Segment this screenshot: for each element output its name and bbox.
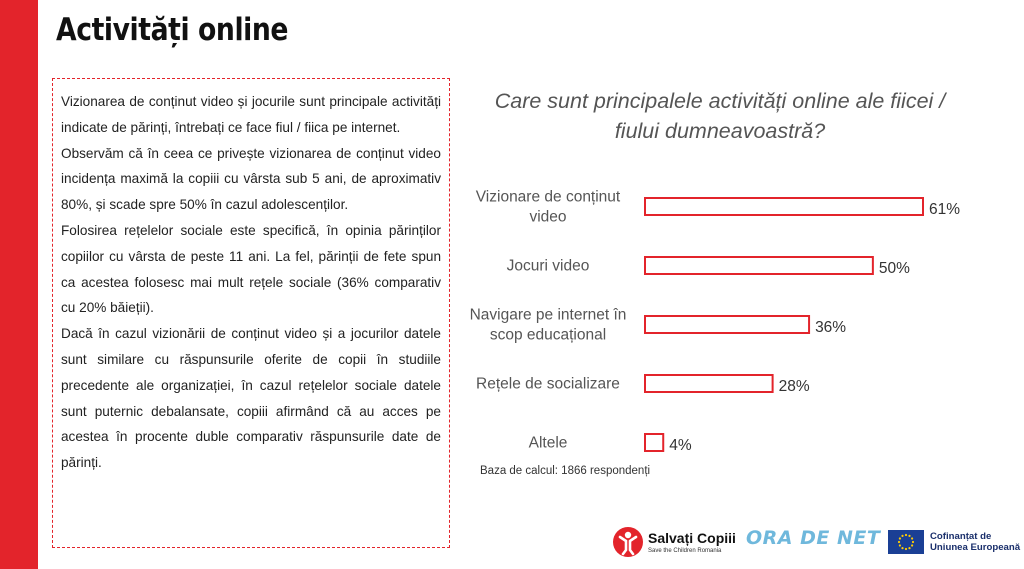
eu-text-line-2: Uniunea Europeană [930, 542, 1021, 553]
left-accent-bar [0, 0, 38, 569]
bar-chart [440, 170, 1000, 465]
page-title: Activități online [56, 12, 289, 48]
salvati-copiii-logo-text: Salvați Copiii [648, 530, 736, 546]
salvati-copiii-logo-icon [612, 526, 644, 558]
bar-0 [645, 198, 923, 215]
eu-text-line-1: Cofinanțat de [930, 531, 992, 542]
chart-footnote: Baza de calcul: 1866 respondenți [480, 465, 651, 477]
bar-1 [645, 257, 873, 274]
eu-flag-icon [888, 530, 924, 554]
category-label-0: Vizionare de conținut video [475, 188, 621, 226]
commentary-paragraph-2: Observăm că în ceea ce privește vizionarea de conținut video incidența maximă la copiii cu vârsta sub 5 ani, de aproximativ 80%, și scade spre 50% în cazul adolescenților. [61, 145, 441, 213]
value-label-3: 28% [778, 378, 810, 395]
commentary-paragraph-4: Dacă în cazul vizionării de conținut video și a jocurilor datele sunt similare cu răspunsurile oferite de copii în studiile precedente ale organizației, în cazul rețelelor sociale datele sunt puternic debalansate, copiii afirmând că au acces pe acestea în procente duble comparativ răspunsurile date de părinți. [61, 326, 441, 471]
value-label-2: 36% [815, 319, 847, 336]
value-label-0: 61% [929, 201, 961, 218]
chart-title: Care sunt principalele activități online ale fiicei / fiului dumneavoastră? [494, 89, 946, 143]
category-label-3: Rețele de socializare [476, 375, 620, 393]
category-label-1: Jocuri video [506, 257, 590, 275]
commentary-paragraph-3: Folosirea rețelelor sociale este specifică, în opinia părinților copiilor cu vârsta de peste 11 ani. La fel, părinții de fete spun ca acestea folosesc mai mult rețele sociale (36% comparativ cu 20% băieții). [61, 222, 441, 316]
category-label-4: Altele [528, 434, 568, 452]
bar-4 [645, 434, 663, 451]
value-label-1: 50% [878, 260, 910, 277]
category-label-2: Navigare pe internet în scop educațional [469, 306, 627, 344]
eu-cofinancing-text [930, 531, 1020, 553]
commentary-box [52, 78, 450, 548]
bar-3 [645, 375, 773, 392]
ora-de-net-logo: ORA DE NET [746, 527, 881, 549]
value-label-4: 4% [669, 437, 692, 454]
bar-2 [645, 316, 809, 333]
commentary-paragraph-1: Vizionarea de conținut video și jocurile sunt principale activități indicate de părinți, întrebați ce face fiul / fiica pe internet. [61, 94, 441, 135]
salvati-copiii-logo-subtext: Save the Children Romania [648, 548, 722, 554]
